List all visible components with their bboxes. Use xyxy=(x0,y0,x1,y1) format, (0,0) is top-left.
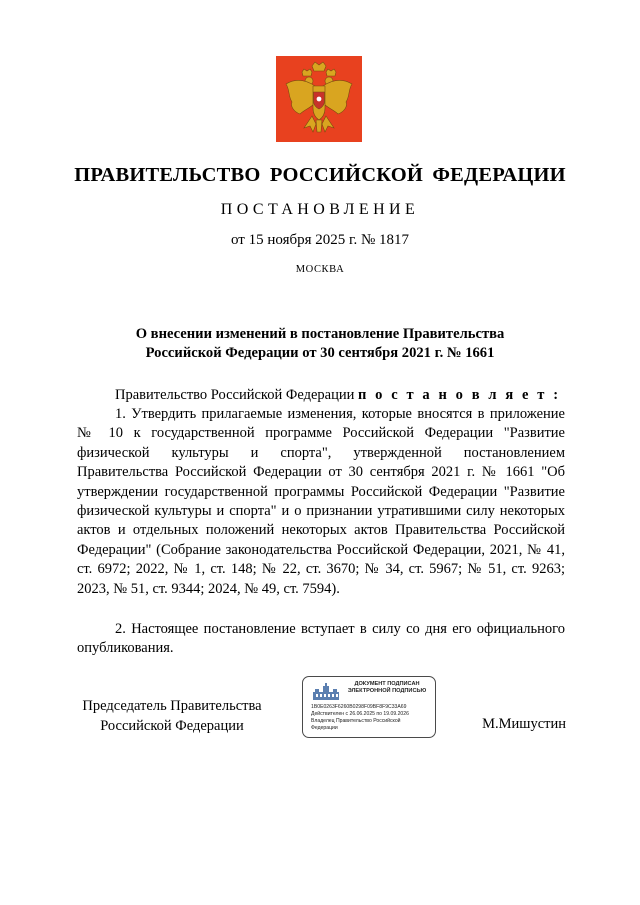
signer-position xyxy=(77,696,267,736)
stamp-validity: Действителен с 26.06.2025 по 19.09.2026 xyxy=(311,711,409,717)
stamp-certificate: 1B0E0263F6260B0298F09BF8F9C33A69 xyxy=(311,704,407,710)
signer-name: М.Мишустин xyxy=(482,716,566,732)
document-heading xyxy=(0,325,640,363)
signer-position-line: Председатель Правительства xyxy=(82,698,262,714)
decree-word: п о с т а н о в л я е т : xyxy=(357,387,561,403)
document-city: МОСКВА xyxy=(295,264,345,275)
stamp-title-line: ЭЛЕКТРОННОЙ ПОДПИСЬЮ xyxy=(347,688,427,695)
coat-of-arms-emblem xyxy=(276,56,362,142)
document-date-number: от 15 ноября 2025 г. № 1817 xyxy=(230,232,410,248)
intro-prefix: Правительство Российской Федерации xyxy=(115,387,355,403)
electronic-signature-stamp xyxy=(302,676,436,738)
paragraph-2: 2. Настоящее постановление вступает в силу со дня его официального опубликования. xyxy=(77,621,565,657)
stamp-owner-cont: Федерации xyxy=(311,725,338,731)
stamp-owner: Владелец Правительство Российской xyxy=(311,718,401,724)
double-headed-eagle-icon xyxy=(276,56,362,142)
signer-position-line: Российской Федерации xyxy=(100,718,244,734)
government-title: ПРАВИТЕЛЬСТВО РОССИЙСКОЙ ФЕДЕРАЦИИ xyxy=(74,164,566,186)
intro-paragraph xyxy=(77,386,565,405)
stamp-title xyxy=(341,681,433,695)
stamp-title-line: ДОКУМЕНТ ПОДПИСАН xyxy=(354,681,420,687)
paragraph-1: 1. Утвердить прилагаемые изменения, которые вносятся в приложение № 10 к государственной программе Российской Федерации "Развитие физической культуры и спорта", утвержденной постановлением Правительства Российской Федерации от 30 сентября 2021 г. № 1661 "Об утверждении государственной программы Российской Федерации "Развитие физической культуры и спорта" и о признании утратившими силу некоторых актов и отдельных положений некоторых актов Правительства Российской Федерации" (Собрание законодательства Российской Федерации, 2021, № 41, ст. 6972; 2022, № 1, ст. 148; № 22, ст. 3670; № 34, ст. 5967; № 51, ст. 9263; 2023, № 51, ст. 9344; 2024, № 49, ст. 7594). xyxy=(77,406,565,597)
heading-line: Российской Федерации от 30 сентября 2021 г. № 1661 xyxy=(145,345,495,361)
heading-line: О внесении изменений в постановление Правительства xyxy=(135,326,505,342)
kremlin-building-icon xyxy=(312,683,340,701)
document-type: ПОСТАНОВЛЕНИЕ xyxy=(220,201,420,218)
